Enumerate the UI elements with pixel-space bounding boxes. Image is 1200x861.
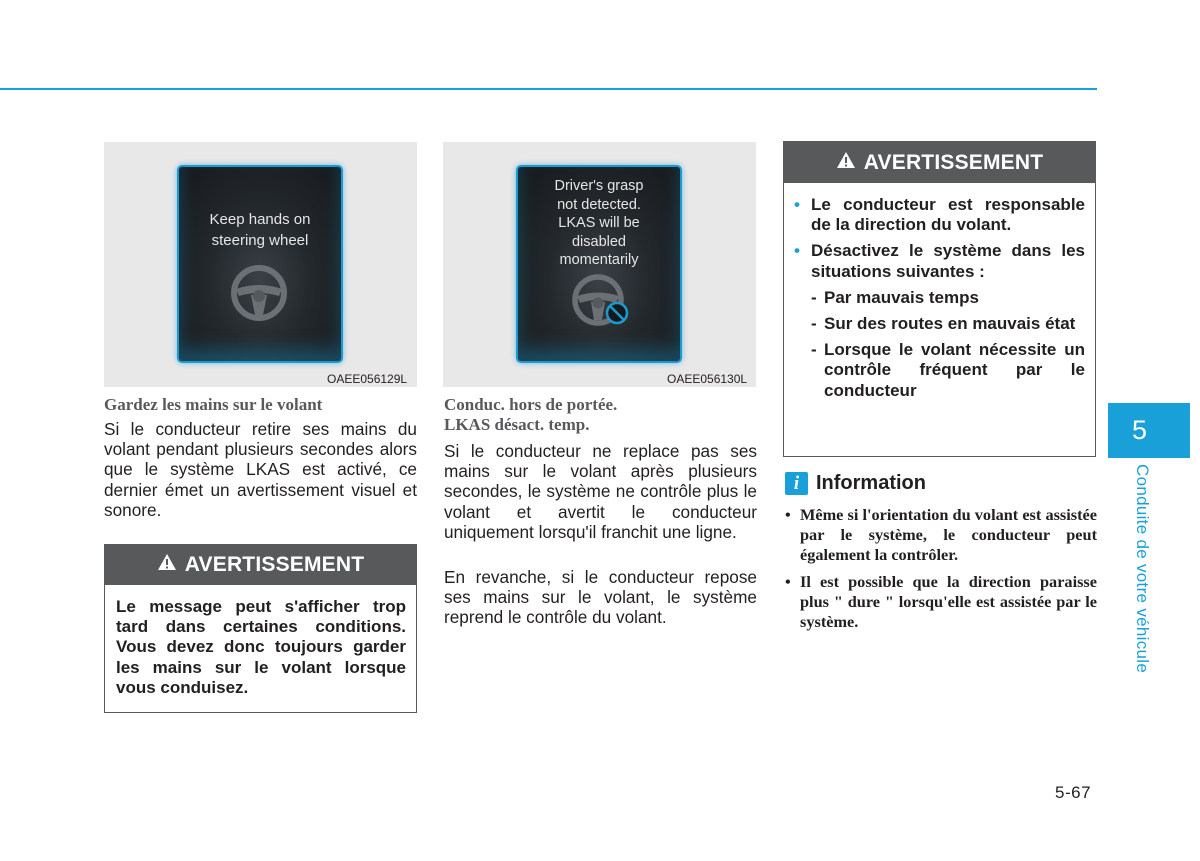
display-line: Driver's grasp	[554, 178, 644, 194]
warning-sub-item: - Par mauvais temps	[811, 287, 979, 307]
sub-item-text: Par mauvais temps	[824, 287, 979, 307]
warning-box	[104, 544, 417, 713]
body-paragraph: Si le conducteur retire ses mains du volant pendant plusieurs secondes alors que le système LKAS est activé, ce dernier émet un avertissement visuel et sonore.	[104, 419, 417, 520]
information-text: Même si l'orientation du volant est assistée par le système, le conducteur peut également la contrôler.	[800, 505, 1097, 565]
section-heading: Gardez les mains sur le volant	[104, 395, 323, 414]
heading-line: LKAS désact. temp.	[444, 415, 590, 434]
info-icon: i	[785, 472, 808, 495]
sub-item-text: Sur des routes en mauvais état	[824, 314, 1076, 334]
warning-box	[783, 141, 1096, 457]
warning-title: AVERTISSEMENT	[184, 553, 365, 576]
display-line: momentarily	[559, 252, 639, 268]
information-text: Il est possible que la direction paraisse plus " dure " lorsqu'elle est assistée par le système.	[800, 571, 1097, 632]
bullet-text: Le conducteur est responsable de la direction du volant.	[811, 195, 1085, 235]
warning-header	[784, 142, 1095, 183]
warning-title: AVERTISSEMENT	[863, 150, 1044, 174]
chapter-title: Conduite de votre véhicule	[1133, 464, 1152, 674]
information-title: Information	[816, 472, 926, 494]
display-line: steering wheel	[211, 232, 309, 249]
warning-text: Le message peut s'afficher trop tard dans certaines conditions. Vous devez donc toujours garder les mains sur le volant lorsque vous conduisez.	[116, 597, 406, 697]
top-rule	[0, 88, 1097, 90]
warning-header	[105, 545, 416, 585]
warning-content	[784, 183, 1095, 401]
warning-triangle-icon	[157, 553, 177, 577]
sub-item-text: Lorsque le volant nécessite un contrôle fréquent par le conducteur	[824, 340, 1085, 400]
cluster-display	[516, 165, 682, 363]
display-message	[179, 209, 341, 251]
display-line: Keep hands on	[209, 211, 311, 228]
bullet-text: Désactivez le système dans les situations suivantes :	[811, 241, 1085, 281]
display-line: not detected.	[557, 196, 641, 213]
display-line: LKAS will be	[558, 215, 640, 231]
warning-bullet: • Le conducteur est responsable de la direction du volant.	[794, 195, 1085, 235]
figure-code: OAEE056130L	[667, 372, 748, 386]
steering-wheel-disabled-icon	[570, 272, 636, 337]
display-line: disabled	[571, 233, 626, 250]
heading-line: Conduc. hors de portée.	[444, 395, 618, 414]
information-header	[785, 472, 926, 495]
steering-wheel-icon	[229, 263, 289, 328]
information-item: • Il est possible que la direction paraisse plus " dure " lorsqu'elle est assistée par le système.	[785, 571, 1097, 632]
warning-sub-item: - Sur des routes en mauvais état	[811, 314, 1076, 334]
figure-code: OAEE056129L	[327, 372, 408, 386]
section-heading	[444, 395, 764, 435]
display-message	[518, 177, 680, 270]
chapter-tab: 5	[1108, 403, 1190, 458]
warning-sub-item: - Lorsque le volant nécessite un contrôle fréquent par le conducteur	[811, 340, 1085, 400]
cluster-display	[177, 165, 343, 363]
information-item: • Même si l'orientation du volant est assistée par le système, le conducteur peut également la contrôler.	[785, 505, 1097, 565]
figure-keep-hands	[104, 142, 417, 387]
figure-grasp-not-detected	[443, 142, 756, 387]
information-list	[784, 505, 1097, 638]
body-paragraph: Si le conducteur ne replace pas ses mains sur le volant après plusieurs secondes, le système ne contrôle plus le volant et avertit le conducteur uniquement lorsqu'il franchit une ligne.	[444, 441, 757, 542]
body-paragraph: En revanche, si le conducteur repose ses mains sur le volant, le système reprend le contrôle du volant.	[444, 567, 757, 628]
page-number: 5-67	[1055, 783, 1092, 802]
warning-triangle-icon	[836, 151, 856, 175]
warning-bullet: • Désactivez le système dans les situations suivantes :	[794, 241, 1085, 281]
